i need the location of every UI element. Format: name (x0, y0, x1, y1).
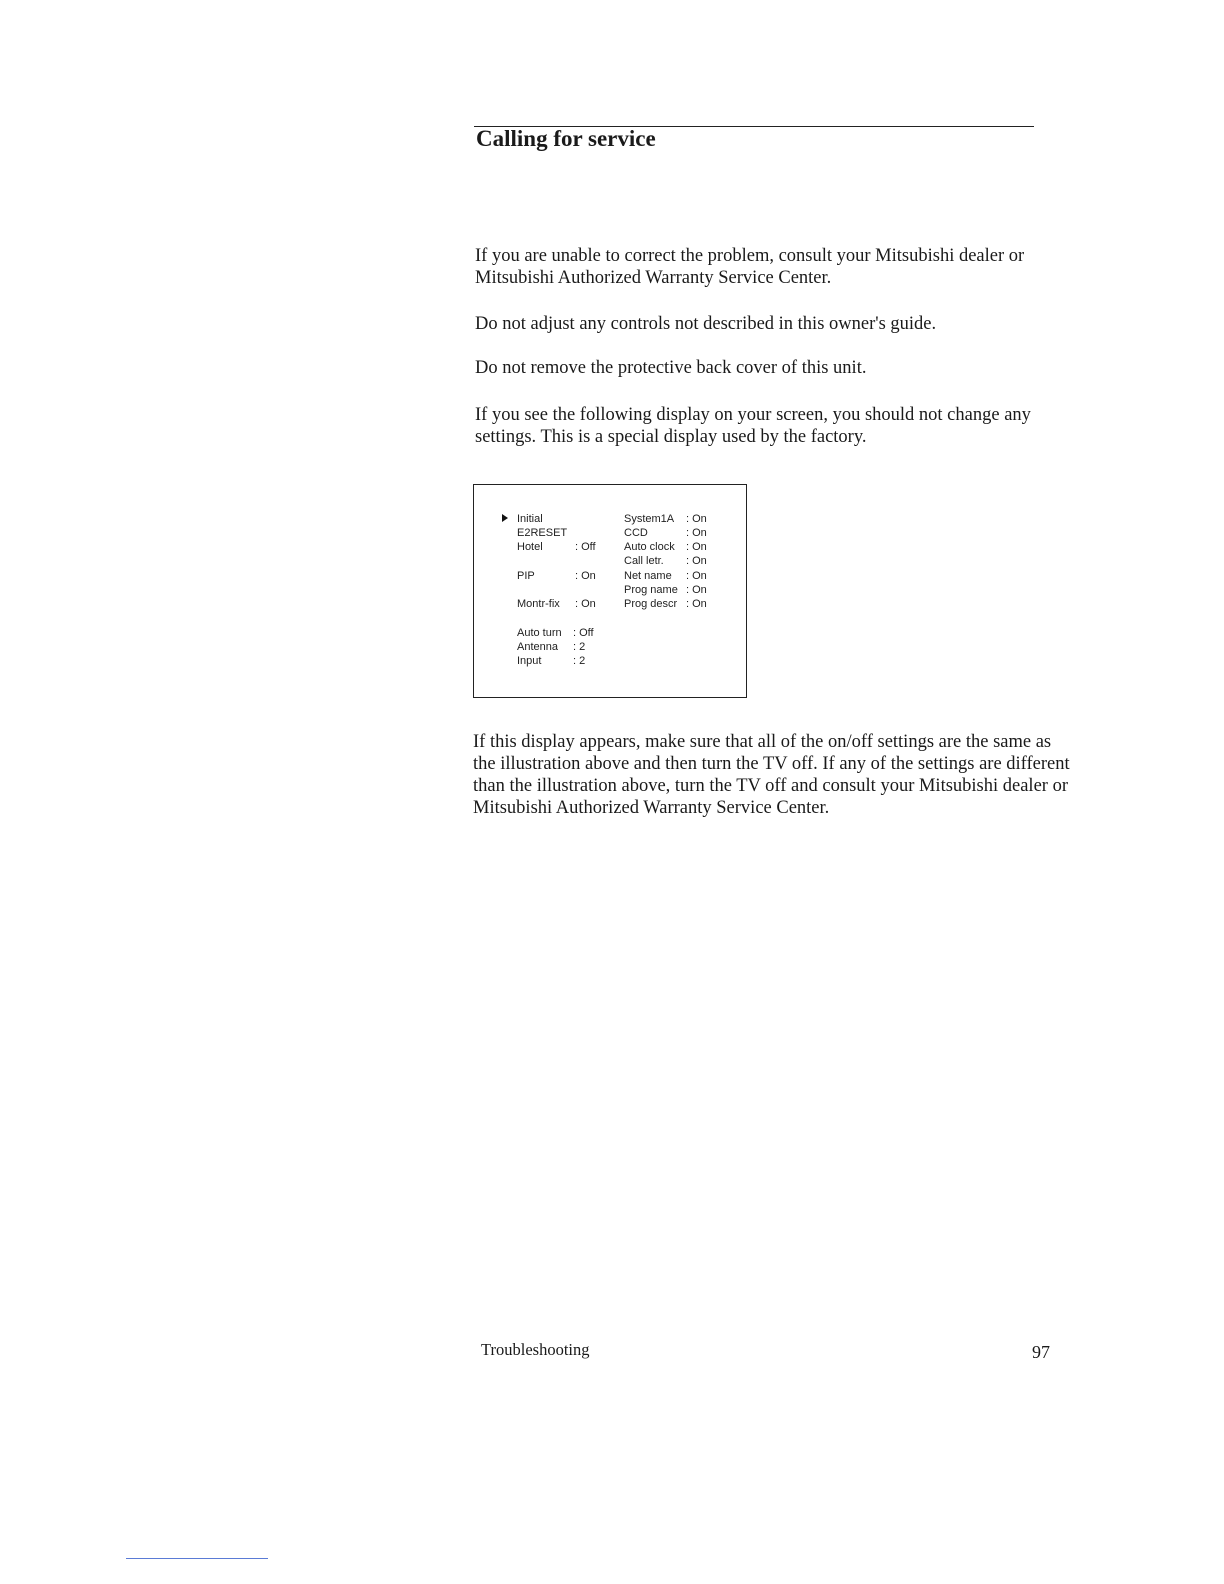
factory-display-illustration: Initial E2RESET Hotel : Off PIP : On Montr-fix : On Auto turn : Off Antenna : 2 Input : 2 System1A : On CCD : On Auto clock : On Call letr. : On Net name : On Prog name : On Prog descr : On (473, 484, 747, 698)
paragraph-no-adjust: Do not adjust any controls not described in this owner's guide. (475, 314, 937, 334)
cursor-arrow-icon (502, 514, 508, 522)
paragraph-if-display-appears: If this display appears, make sure that all of the on/off settings are the same as the illustration above and then turn the TV off. If any of the settings are different than the illustration above, turn the TV off and consult your Mitsubishi dealer or Mitsubishi Authorized Warranty Service Center. (473, 732, 1070, 818)
page-title: Calling for service (476, 126, 656, 151)
paragraph-no-remove-cover: Do not remove the protective back cover of this unit. (475, 358, 867, 378)
paragraph-consult-dealer: If you are unable to correct the problem, consult your Mitsubishi dealer or Mitsubishi Authorized Warranty Service Center. (475, 246, 1025, 288)
paragraph-factory-display: If you see the following display on your screen, you should not change any settings. This is a special display used by the factory. (475, 405, 1031, 447)
page-number: 97 (1032, 1342, 1050, 1362)
bottom-divider (126, 1558, 268, 1559)
footer-section-name: Troubleshooting (481, 1340, 590, 1359)
